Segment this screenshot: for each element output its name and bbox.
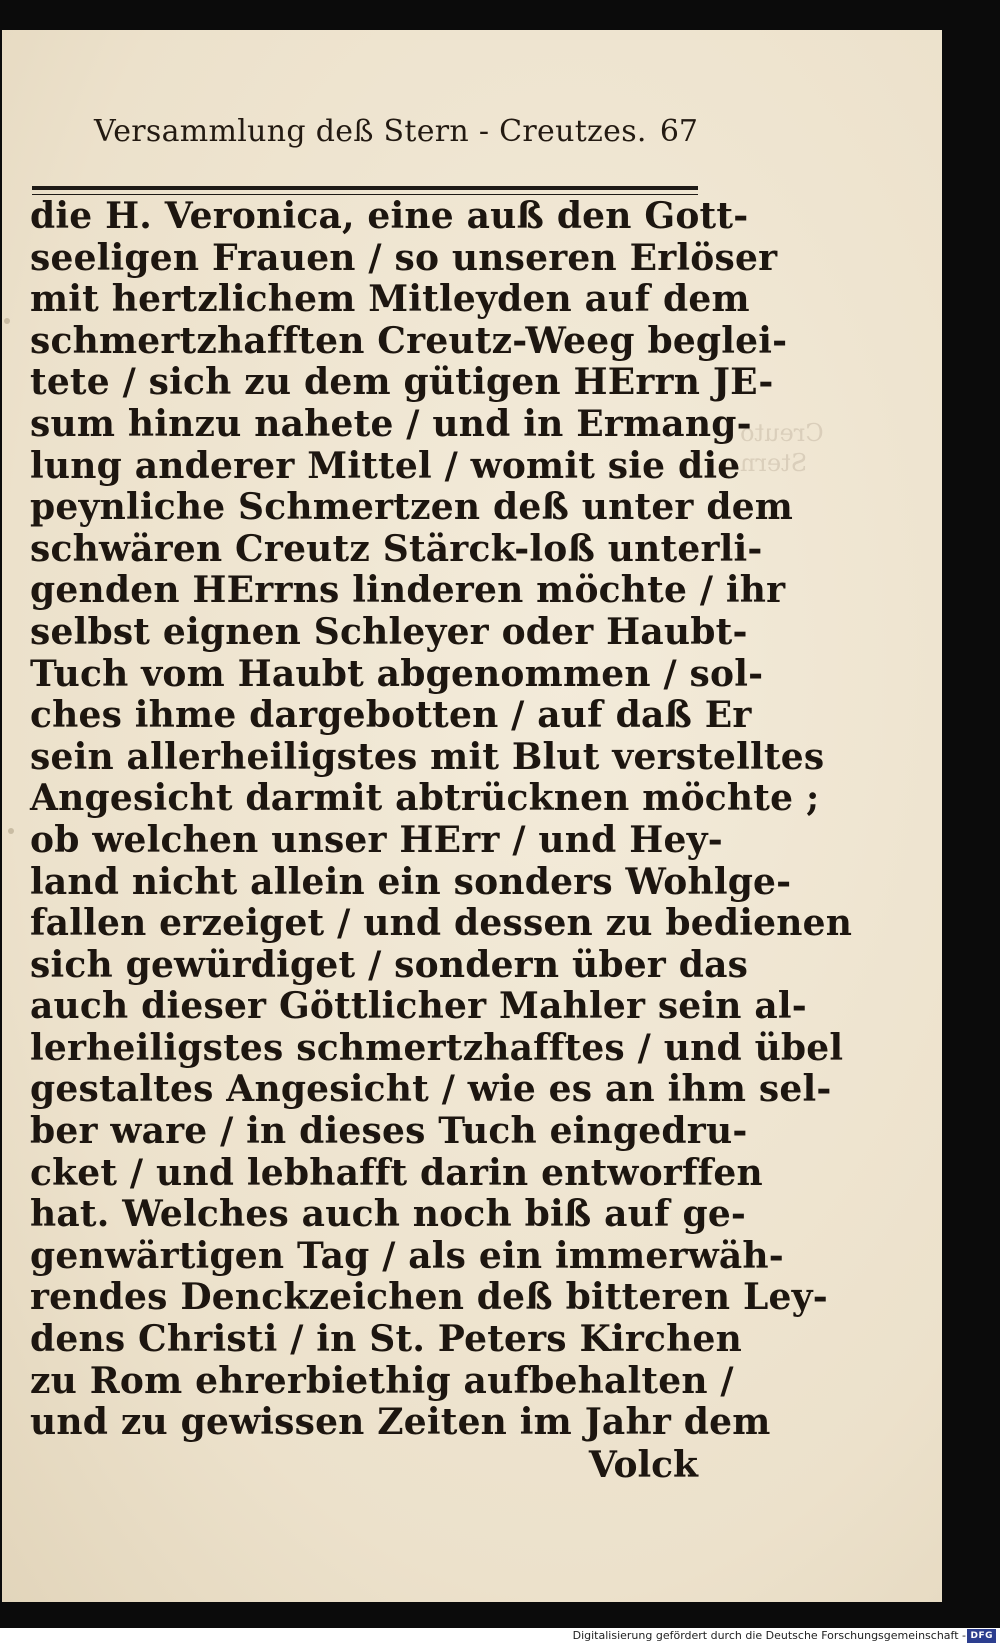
text-line: schmertzhafften Creutz-Weeg beglei- xyxy=(30,319,788,362)
text-line: cket / und lebhafft darin entworffen xyxy=(30,1151,763,1194)
text-line: land nicht allein ein sonders Wohlge- xyxy=(30,860,792,903)
catchword: Volck xyxy=(588,1444,698,1486)
text-line: dens Christi / in St. Peters Kirchen xyxy=(30,1318,742,1361)
show-through-text: Creuto Stern xyxy=(740,419,824,477)
text-line: ches ihme dargebotten / auf daß Er xyxy=(30,694,752,737)
text-line: Angesicht darmit abtrücknen möchte ; xyxy=(30,777,820,820)
text-line: ob welchen unser HErr / und Hey- xyxy=(30,818,723,861)
margin-mark xyxy=(4,318,10,324)
dfg-logo: DFG xyxy=(967,1629,996,1643)
book-page xyxy=(2,30,942,1602)
text-line: die H. Veronica, eine auß den Gott- xyxy=(30,195,749,237)
text-line: sum hinzu nahete / und in Ermang- xyxy=(30,402,752,445)
text-line: mit hertzlichem Mitleyden auf dem xyxy=(30,278,750,321)
text-line: selbst eignen Schleyer oder Haubt- xyxy=(30,610,748,653)
text-line: lung anderer Mittel / womit sie die xyxy=(30,444,741,487)
text-line: fallen erzeiget / und dessen zu bedienen xyxy=(30,902,853,945)
text-line: sein allerheiligstes mit Blut verstelltes xyxy=(30,735,825,778)
page-header xyxy=(90,114,698,158)
text-line: ber ware / in dieses Tuch eingedru- xyxy=(30,1110,748,1153)
text-line: auch dieser Göttlicher Mahler sein al- xyxy=(30,985,807,1028)
text-line: seeligen Frauen / so unseren Erlöser xyxy=(30,236,778,279)
text-line: genwärtigen Tag / als ein immerwäh- xyxy=(30,1234,784,1277)
header-rule xyxy=(32,186,698,190)
page-number: 67 xyxy=(659,114,698,149)
text-line: und zu gewissen Zeiten im Jahr dem xyxy=(30,1401,771,1444)
text-line: zu Rom ehrerbiethig aufbehalten / xyxy=(30,1359,734,1402)
text-line: tete / sich zu dem gütigen HErrn JE- xyxy=(30,361,774,404)
text-line: genden HErrns linderen möchte / ihr xyxy=(30,569,786,612)
text-line: lerheiligstes schmertzhafftes / und übel xyxy=(30,1026,844,1069)
text-line: rendes Denckzeichen deß bitteren Ley- xyxy=(30,1276,828,1319)
text-line: gestaltes Angesicht / wie es an ihm sel- xyxy=(30,1068,832,1111)
text-line: hat. Welches auch noch biß auf ge- xyxy=(30,1193,747,1236)
funding-credit: Digitalisierung gefördert durch die Deutsche Forschungsgemeinschaft - xyxy=(572,1629,966,1642)
text-line: peynliche Schmertzen deß unter dem xyxy=(30,486,794,529)
text-line: sich gewürdiget / sondern über das xyxy=(30,943,749,986)
text-line: schwären Creutz Stärck-loß unterli- xyxy=(30,527,763,570)
text-line: Tuch vom Haubt abgenommen / sol- xyxy=(30,652,764,695)
margin-mark xyxy=(8,828,14,834)
running-title: Versammlung deß Stern - Creutzes. xyxy=(94,114,647,149)
